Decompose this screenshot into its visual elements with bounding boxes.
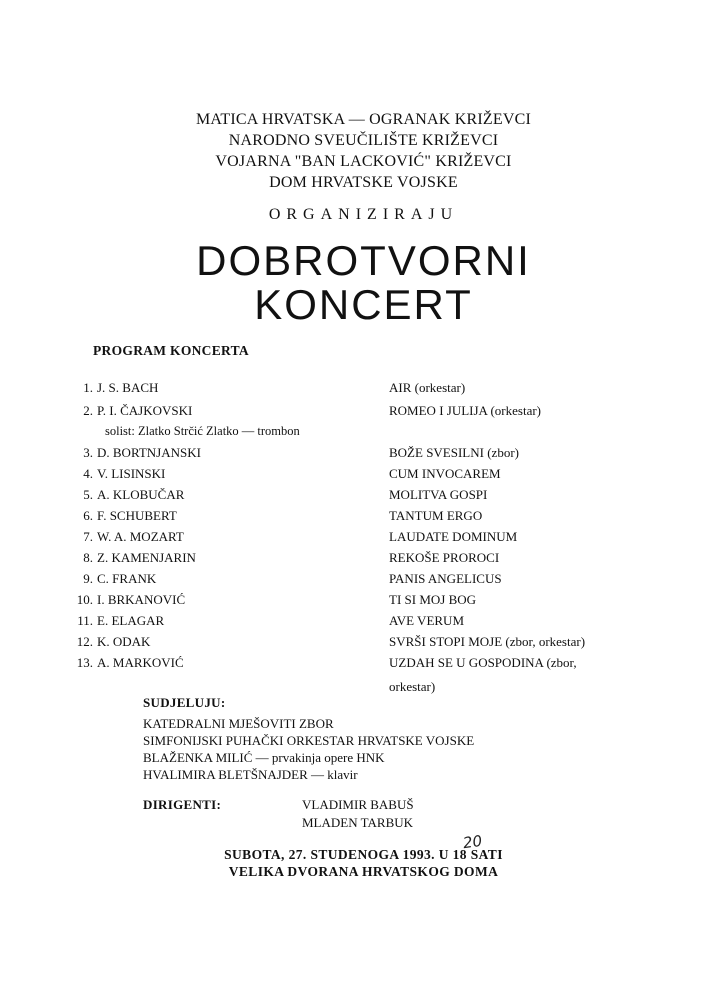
program-item-number: 6. (83, 508, 93, 523)
participant-line: BLAŽENKA MILIĆ — prvakinja opere HNK (143, 750, 385, 765)
last-work-continuation: orkestar) (389, 679, 436, 694)
program-item-number: 2. (83, 403, 93, 418)
program-item-work: AVE VERUM (389, 613, 465, 628)
program-item-work: UZDAH SE U GOSPODINA (zbor, (389, 655, 577, 670)
organizer-line-4: DOM HRVATSKE VOJSKE (269, 174, 458, 191)
program-item-composer: Z. KAMENJARIN (97, 550, 196, 565)
conductor-name: MLADEN TARBUK (302, 815, 414, 830)
program-item-work: SVRŠI STOPI MOJE (zbor, orkestar) (389, 634, 586, 649)
program-item-number: 10. (76, 592, 93, 607)
program-item-number: 1. (83, 380, 93, 395)
program-item-composer: J. S. BACH (97, 380, 159, 395)
program-item-work: AIR (orkestar) (389, 380, 466, 395)
program-item-work: REKOŠE PROROCI (389, 550, 500, 565)
program-item-composer: F. SCHUBERT (97, 508, 177, 523)
participant-line: KATEDRALNI MJEŠOVITI ZBOR (143, 716, 334, 731)
organizer-line-2: NARODNO SVEUČILIŠTE KRIŽEVCI (228, 132, 499, 149)
program-item-composer: I. BRKANOVIĆ (97, 592, 186, 607)
program-item-work: TANTUM ERGO (389, 508, 483, 523)
conductor-name: VLADIMIR BABUŠ (302, 797, 414, 812)
program-item-number: 9. (83, 571, 93, 586)
program-item-work: MOLITVA GOSPI (389, 487, 488, 502)
organizer-line-1: MATICA HRVATSKA — OGRANAK KRIŽEVCI (195, 111, 532, 128)
program-item-number: 12. (76, 634, 93, 649)
program-item-number: 13. (76, 655, 93, 670)
program-item-work: BOŽE SVESILNI (zbor) (389, 445, 519, 460)
program-item-work: LAUDATE DOMINUM (389, 529, 518, 544)
program-item-composer: W. A. MOZART (97, 529, 184, 544)
program-heading: PROGRAM KONCERTA (93, 343, 249, 358)
program-item-number: 5. (83, 487, 93, 502)
program-item-composer: A. KLOBUČAR (97, 487, 185, 502)
program-item-number: 11. (77, 613, 93, 628)
program-item-composer: E. ELAGAR (97, 613, 165, 628)
program-item-composer: C. FRANK (97, 571, 157, 586)
organiziraju-label: ORGANIZIRAJU (268, 206, 459, 223)
organizer-line-3: VOJARNA "BAN LACKOVIĆ" KRIŽEVCI (215, 153, 512, 170)
conductors-heading: DIRIGENTI: (143, 797, 222, 812)
title-line-1: DOBROTVORNI (196, 237, 531, 284)
program-item-composer: V. LISINSKI (97, 466, 166, 481)
program-item-composer: K. ODAK (97, 634, 151, 649)
program-item-composer: P. I. ČAJKOVSKI (97, 403, 193, 418)
handwritten-time-correction: 20 (461, 831, 484, 853)
participant-line: SIMFONIJSKI PUHAČKI ORKESTAR HRVATSKE VOJSKE (143, 733, 475, 748)
participants-heading: SUDJELUJU: (143, 695, 226, 710)
solist-note: solist: Zlatko Strčić Zlatko — trombon (105, 424, 300, 438)
program-item-number: 8. (83, 550, 93, 565)
program-item-work: ROMEO I JULIJA (orkestar) (389, 403, 542, 418)
participant-line: HVALIMIRA BLETŠNAJDER — klavir (143, 767, 358, 782)
program-item-number: 4. (83, 466, 93, 481)
program-item-number: 3. (83, 445, 93, 460)
program-item-composer: D. BORTNJANSKI (97, 445, 201, 460)
program-item-work: TI SI MOJ BOG (389, 592, 477, 607)
program-item-work: CUM INVOCAREM (389, 466, 501, 481)
title-line-2: KONCERT (254, 281, 473, 328)
program-item-work: PANIS ANGELICUS (389, 571, 502, 586)
program-item-number: 7. (83, 529, 93, 544)
date-time-line: SUBOTA, 27. STUDENOGA 1993. U 18 SATI (224, 847, 503, 862)
program-item-composer: A. MARKOVIĆ (97, 655, 184, 670)
venue-line: VELIKA DVORANA HRVATSKOG DOMA (228, 864, 499, 879)
